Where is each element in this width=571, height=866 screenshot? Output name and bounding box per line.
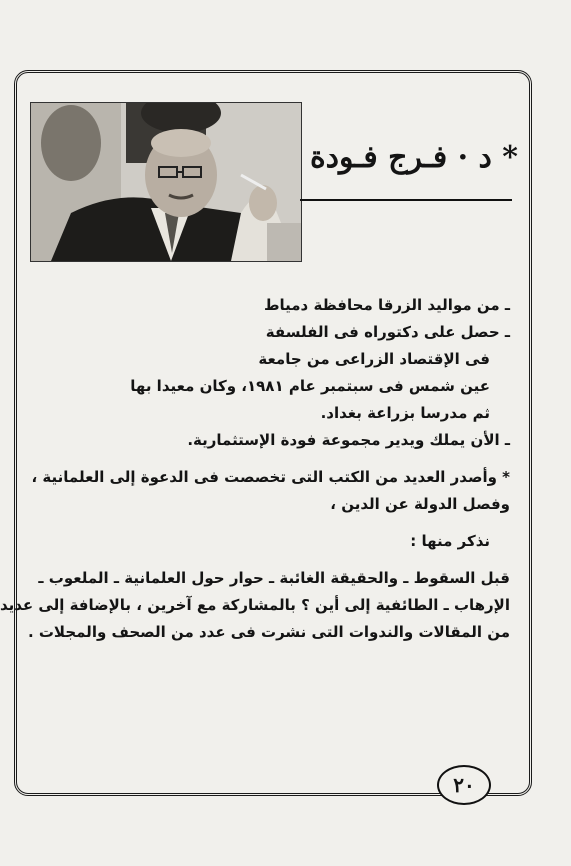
bio-line: وفصل الدولة عن الدين ، [330, 495, 510, 513]
page-number: ٢٠ [437, 765, 491, 805]
portrait-photo [30, 102, 302, 262]
bio-line: عين شمس فى سبتمبر عام ١٩٨١، وكان معيدا بها [130, 377, 490, 395]
title-underline [300, 199, 512, 201]
bio-line: الإرهاب ـ الطائفية إلى أين ؟ بالمشاركة مع آخرين ، بالإضافة إلى عديد [0, 596, 510, 614]
page-title: * د · فـرج فـودة [309, 140, 518, 175]
bio-line: قبل السقوط ـ والحقيقة الغائبة ـ حوار حول العلمانية ـ الملعوب ـ [38, 569, 510, 587]
bio-line: ثم مدرسا بزراعة بغداد. [320, 404, 490, 422]
bio-line: * وأصدر العديد من الكتب التى تخصصت فى الدعوة إلى العلمانية ، [31, 468, 510, 486]
bio-line: فى الإقتصاد الزراعى من جامعة [258, 350, 490, 368]
bio-line: من المقالات والندوات التى نشرت فى عدد من الصحف والمجلات . [27, 623, 510, 641]
bio-line: نذكر منها : [410, 532, 490, 550]
portrait-image [31, 103, 301, 261]
bio-line: ـ من مواليد الزرقا محافظة دمياط [263, 296, 510, 314]
biography-text [0, 292, 510, 646]
bio-line: ـ حصل على دكتوراه فى الفلسفة [265, 323, 510, 341]
bio-line: ـ الأن يملك ويدير مجموعة فودة الإستثمارية. [187, 431, 510, 449]
